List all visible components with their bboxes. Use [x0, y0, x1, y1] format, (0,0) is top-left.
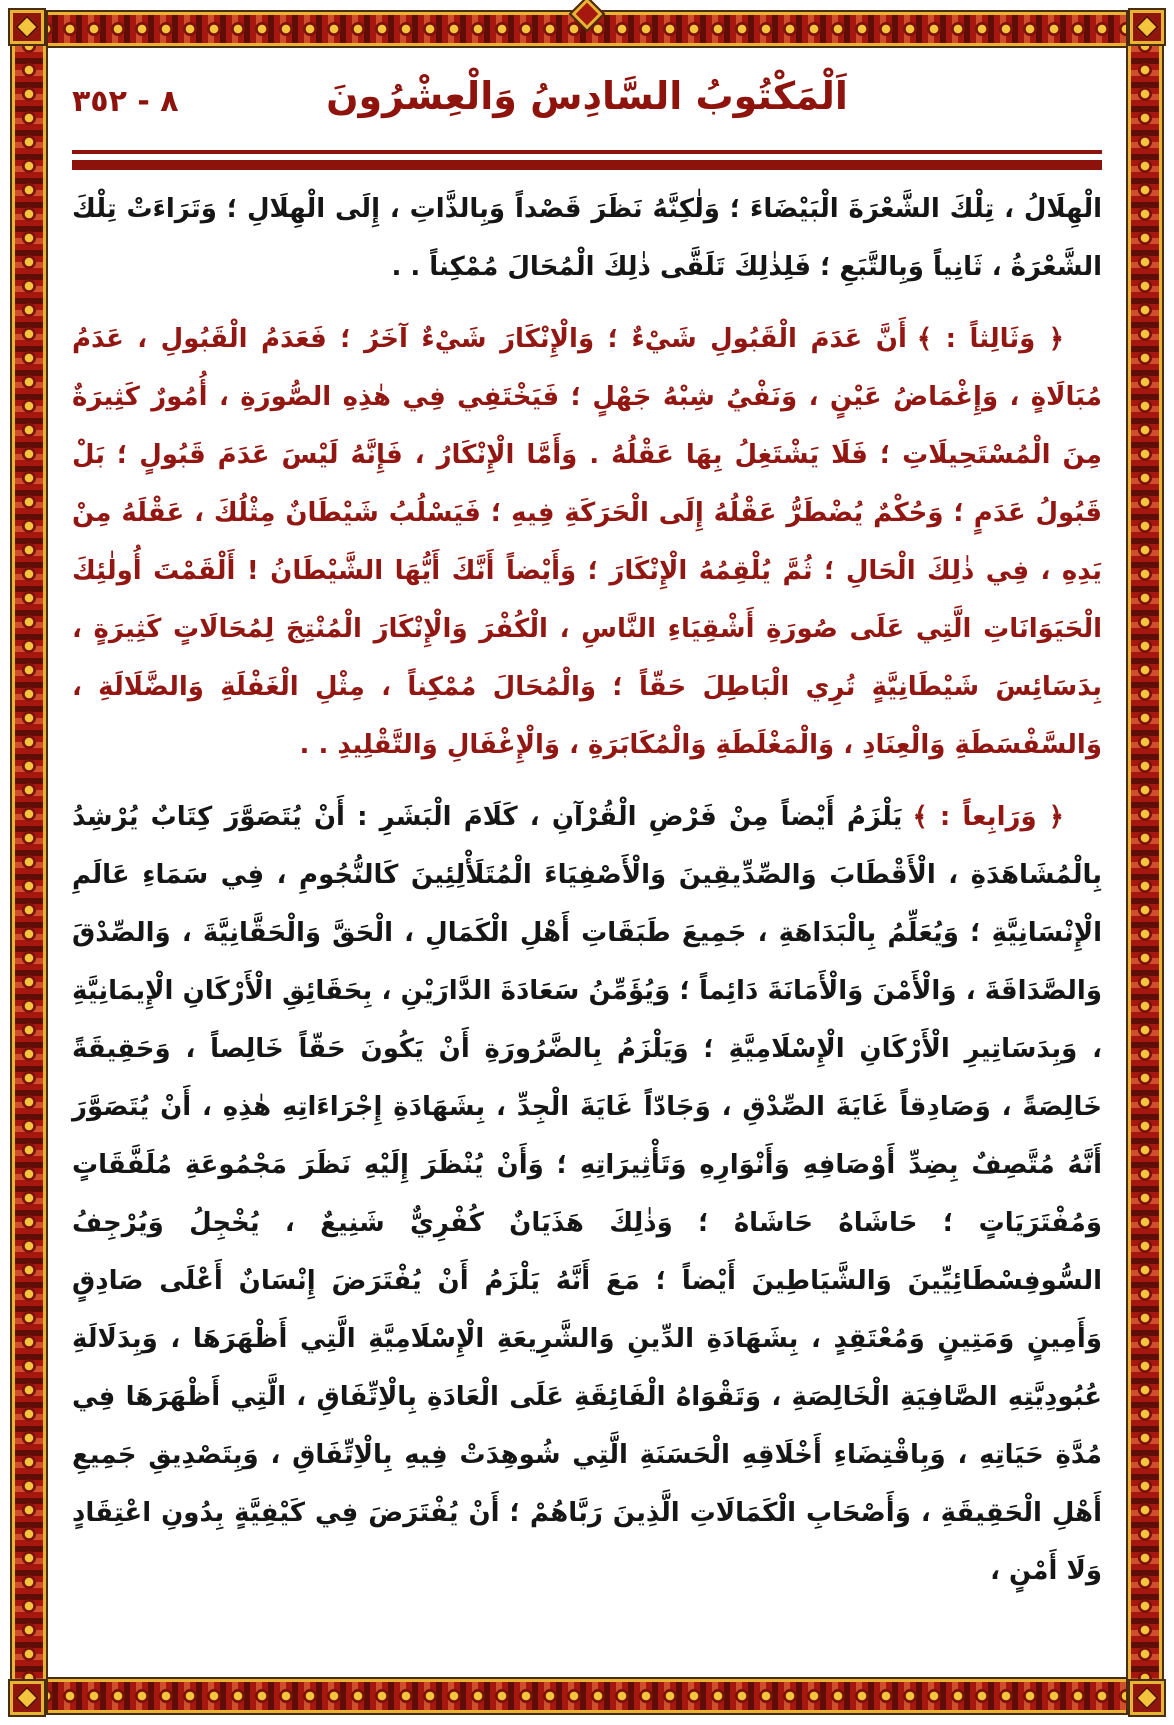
page-header	[72, 58, 1102, 150]
ornamental-border-bottom	[10, 1677, 1164, 1715]
corner-ornament-icon	[8, 1679, 46, 1717]
corner-ornament-icon	[1128, 8, 1166, 46]
paragraph-continuation	[72, 180, 1102, 296]
header-rule-thin	[72, 150, 1102, 154]
thirdly-ornate-marker: ﴿ وَثَالِثاً : ﴾	[916, 324, 1064, 354]
chapter-title: اَلْمَكْتُوبُ السَّادِسُ وَالْعِشْرُونَ	[326, 74, 848, 118]
corner-ornament-icon	[1128, 1679, 1166, 1717]
corner-ornament-icon	[8, 8, 46, 46]
ornamental-border-left	[10, 10, 48, 1715]
page-content	[44, 44, 1130, 1681]
ornamental-border-right	[1126, 10, 1164, 1715]
body-text	[72, 180, 1102, 1600]
paragraph-text: أَنَّ عَدَمَ الْقَبُولِ شَيْءٌ ؛ وَالْإِنْكَارَ شَيْءٌ آخَرُ ؛ فَعَدَمُ الْقَبُولِ ، عَدَمُ مُبَالَاةٍ ، وَإِغْمَاضُ عَيْنٍ ، وَنَفْيُ شِبْهُ جَهْلٍ ؛ فَيَخْتَفِي فِي هٰذِهِ الصُّورَةِ ، أُمُورٌ كَثِيرَةٌ مِنَ الْمُسْتَحِيلَاتِ ؛ فَلَا يَشْتَغِلُ بِهَا عَقْلُهُ . وَأَمَّا الْإِنْكَارُ ، فَإِنَّهُ لَيْسَ عَدَمَ قَبُولٍ ؛ بَلْ قَبُولُ عَدَمٍ ؛ وَحُكْمٌ يُضْطَرُّ عَقْلُهُ إِلَى الْحَرَكَةِ فِيهِ ؛ فَيَسْلُبُ شَيْطَانٌ مِثْلُكَ ، عَقْلَهُ مِنْ يَدِهِ ، فِي ذٰلِكَ الْحَالِ ؛ ثُمَّ يُلْقِمُهُ الْإِنْكَارَ ؛ وَأَيْضاً أَنَّكَ أَيُّهَا الشَّيْطَانُ ! أَلْقَمْتَ أُولٰئِكَ الْحَيَوَانَاتِ الَّتِي عَلَى صُورَةِ أَشْقِيَاءِ النَّاسِ ، الْكُفْرَ وَالْإِنْكَارَ الْمُنْتِجَ لِمُحَالَاتٍ كَثِيرَةٍ ، بِدَسَائِسَ شَيْطَانِيَّةٍ تُرِي الْبَاطِلَ حَقّاً ؛ وَالْمُحَالَ مُمْكِناً ، مِثْلِ الْغَفْلَةِ وَالضَّلَالَةِ ، وَالسَّفْسَطَةِ وَالْعِنَادِ ، وَالْمَغْلَطَةِ وَالْمُكَابَرَةِ ، وَالْإِغْفَالِ وَالتَّقْلِيدِ . .	[72, 324, 1102, 760]
paragraph-text: يَلْزَمُ أَيْضاً مِنْ فَرْضِ الْقُرْآنِ ، كَلَامَ الْبَشَرِ : أَنْ يُتَصَوَّرَ كِتَابٌ يُرْشِدُ بِالْمُشَاهَدَةِ ، الْأَقْطَابَ وَالصِّدِّيقِينَ وَالْأَصْفِيَاءَ الْمُتَلَأْلِئِينَ كَالنُّجُومِ ، فِي سَمَاءِ عَالَمِ الْإِنْسَانِيَّةِ ؛ وَيُعَلِّمُ بِالْبَدَاهَةِ ، جَمِيعَ طَبَقَاتِ أَهْلِ الْكَمَالِ ، الْحَقَّ وَالْحَقَّانِيَّةَ ، وَالصِّدْقَ وَالصَّدَاقَةَ ، وَالْأَمْنَ وَالْأَمَانَةَ دَائِماً ؛ وَيُؤَمِّنُ سَعَادَةَ الدَّارَيْنِ ، بِحَقَائِقِ الْأَرْكَانِ الْإِيمَانِيَّةِ ، وَبِدَسَاتِيرِ الْأَرْكَانِ الْإِسْلَامِيَّةِ ؛ وَيَلْزَمُ بِالضَّرُورَةِ أَنْ يَكُونَ حَقّاً خَالِصاً ، وَحَقِيقَةً خَالِصَةً ، وَصَادِقاً غَايَةَ الصِّدْقِ ، وَجَادّاً غَايَةَ الْجِدِّ ، بِشَهَادَةِ إِجْرَاءَاتِهِ هٰذِهِ ، أَنْ يُتَصَوَّرَ أَنَّهُ مُتَّصِفٌ بِضِدِّ أَوْصَافِهِ وَأَنْوَارِهِ وَتَأْثِيرَاتِهِ ؛ وَأَنْ يُنْظَرَ إِلَيْهِ نَظَرَ مَجْمُوعَةِ مُلَفَّقَاتٍ وَمُفْتَرَيَاتٍ ؛ حَاشَاهُ حَاشَاهُ ؛ وَذٰلِكَ هَذَيَانٌ كُفْرِيٌّ شَنِيعٌ ، يُخْجِلُ وَيُرْجِفُ السُّوفِسْطَائِيِّينَ وَالشَّيَاطِينَ أَيْضاً ؛ مَعَ أَنَّهُ يَلْزَمُ أَنْ يُفْتَرَضَ إِنْسَانٌ أَعْلَى صَادِقٍ وَأَمِينٍ وَمَتِينٍ وَمُعْتَقِدٍ ، بِشَهَادَةِ الدِّينِ وَالشَّرِيعَةِ الْإِسْلَامِيَّةِ الَّتِي أَظْهَرَهَا ، وَبِدَلَالَةِ عُبُودِيَّتِهِ الصَّافِيَةِ الْخَالِصَةِ ، وَتَقْوَاهُ الْفَائِقَةِ عَلَى الْعَادَةِ بِالْاِتِّفَاقِ ، الَّتِي أَظْهَرَهَا فِي مُدَّةِ حَيَاتِهِ ، وَبِاقْتِضَاءِ أَخْلَاقِهِ الْحَسَنَةِ الَّتِي شُوهِدَتْ فِيهِ بِالْاِتِّفَاقِ ، وَبِتَصْدِيقِ جَمِيعِ أَهْلِ الْحَقِيقَةِ ، وَأَصْحَابِ الْكَمَالَاتِ الَّذِينَ رَبَّاهُمْ ؛ أَنْ يُفْتَرَضَ فِي كَيْفِيَّةٍ بِدُونِ اعْتِقَادٍ وَلَا أَمْنٍ ،	[72, 802, 1102, 1586]
header-rule-thick	[72, 160, 1102, 170]
paragraph-text: الْهِلَالُ ، تِلْكَ الشَّعْرَةَ الْبَيْضَاءَ ؛ وَلٰكِنَّهُ نَظَرَ قَصْداً وَبِالذَّاتِ ، إِلَى الْهِلَالِ ؛ وَتَرَاءَتْ تِلْكَ الشَّعْرَةُ ، ثَانِياً وَبِالتَّبَعِ ؛ فَلِذٰلِكَ تَلَقَّى ذٰلِكَ الْمُحَالَ مُمْكِناً . .	[72, 194, 1102, 282]
paragraph-fourthly	[72, 788, 1102, 1600]
page-number: ٨ - ٣٥٢	[72, 84, 179, 119]
fourthly-ornate-marker: ﴿ وَرَابِعاً : ﴾	[912, 802, 1064, 832]
paragraph-thirdly	[72, 310, 1102, 774]
